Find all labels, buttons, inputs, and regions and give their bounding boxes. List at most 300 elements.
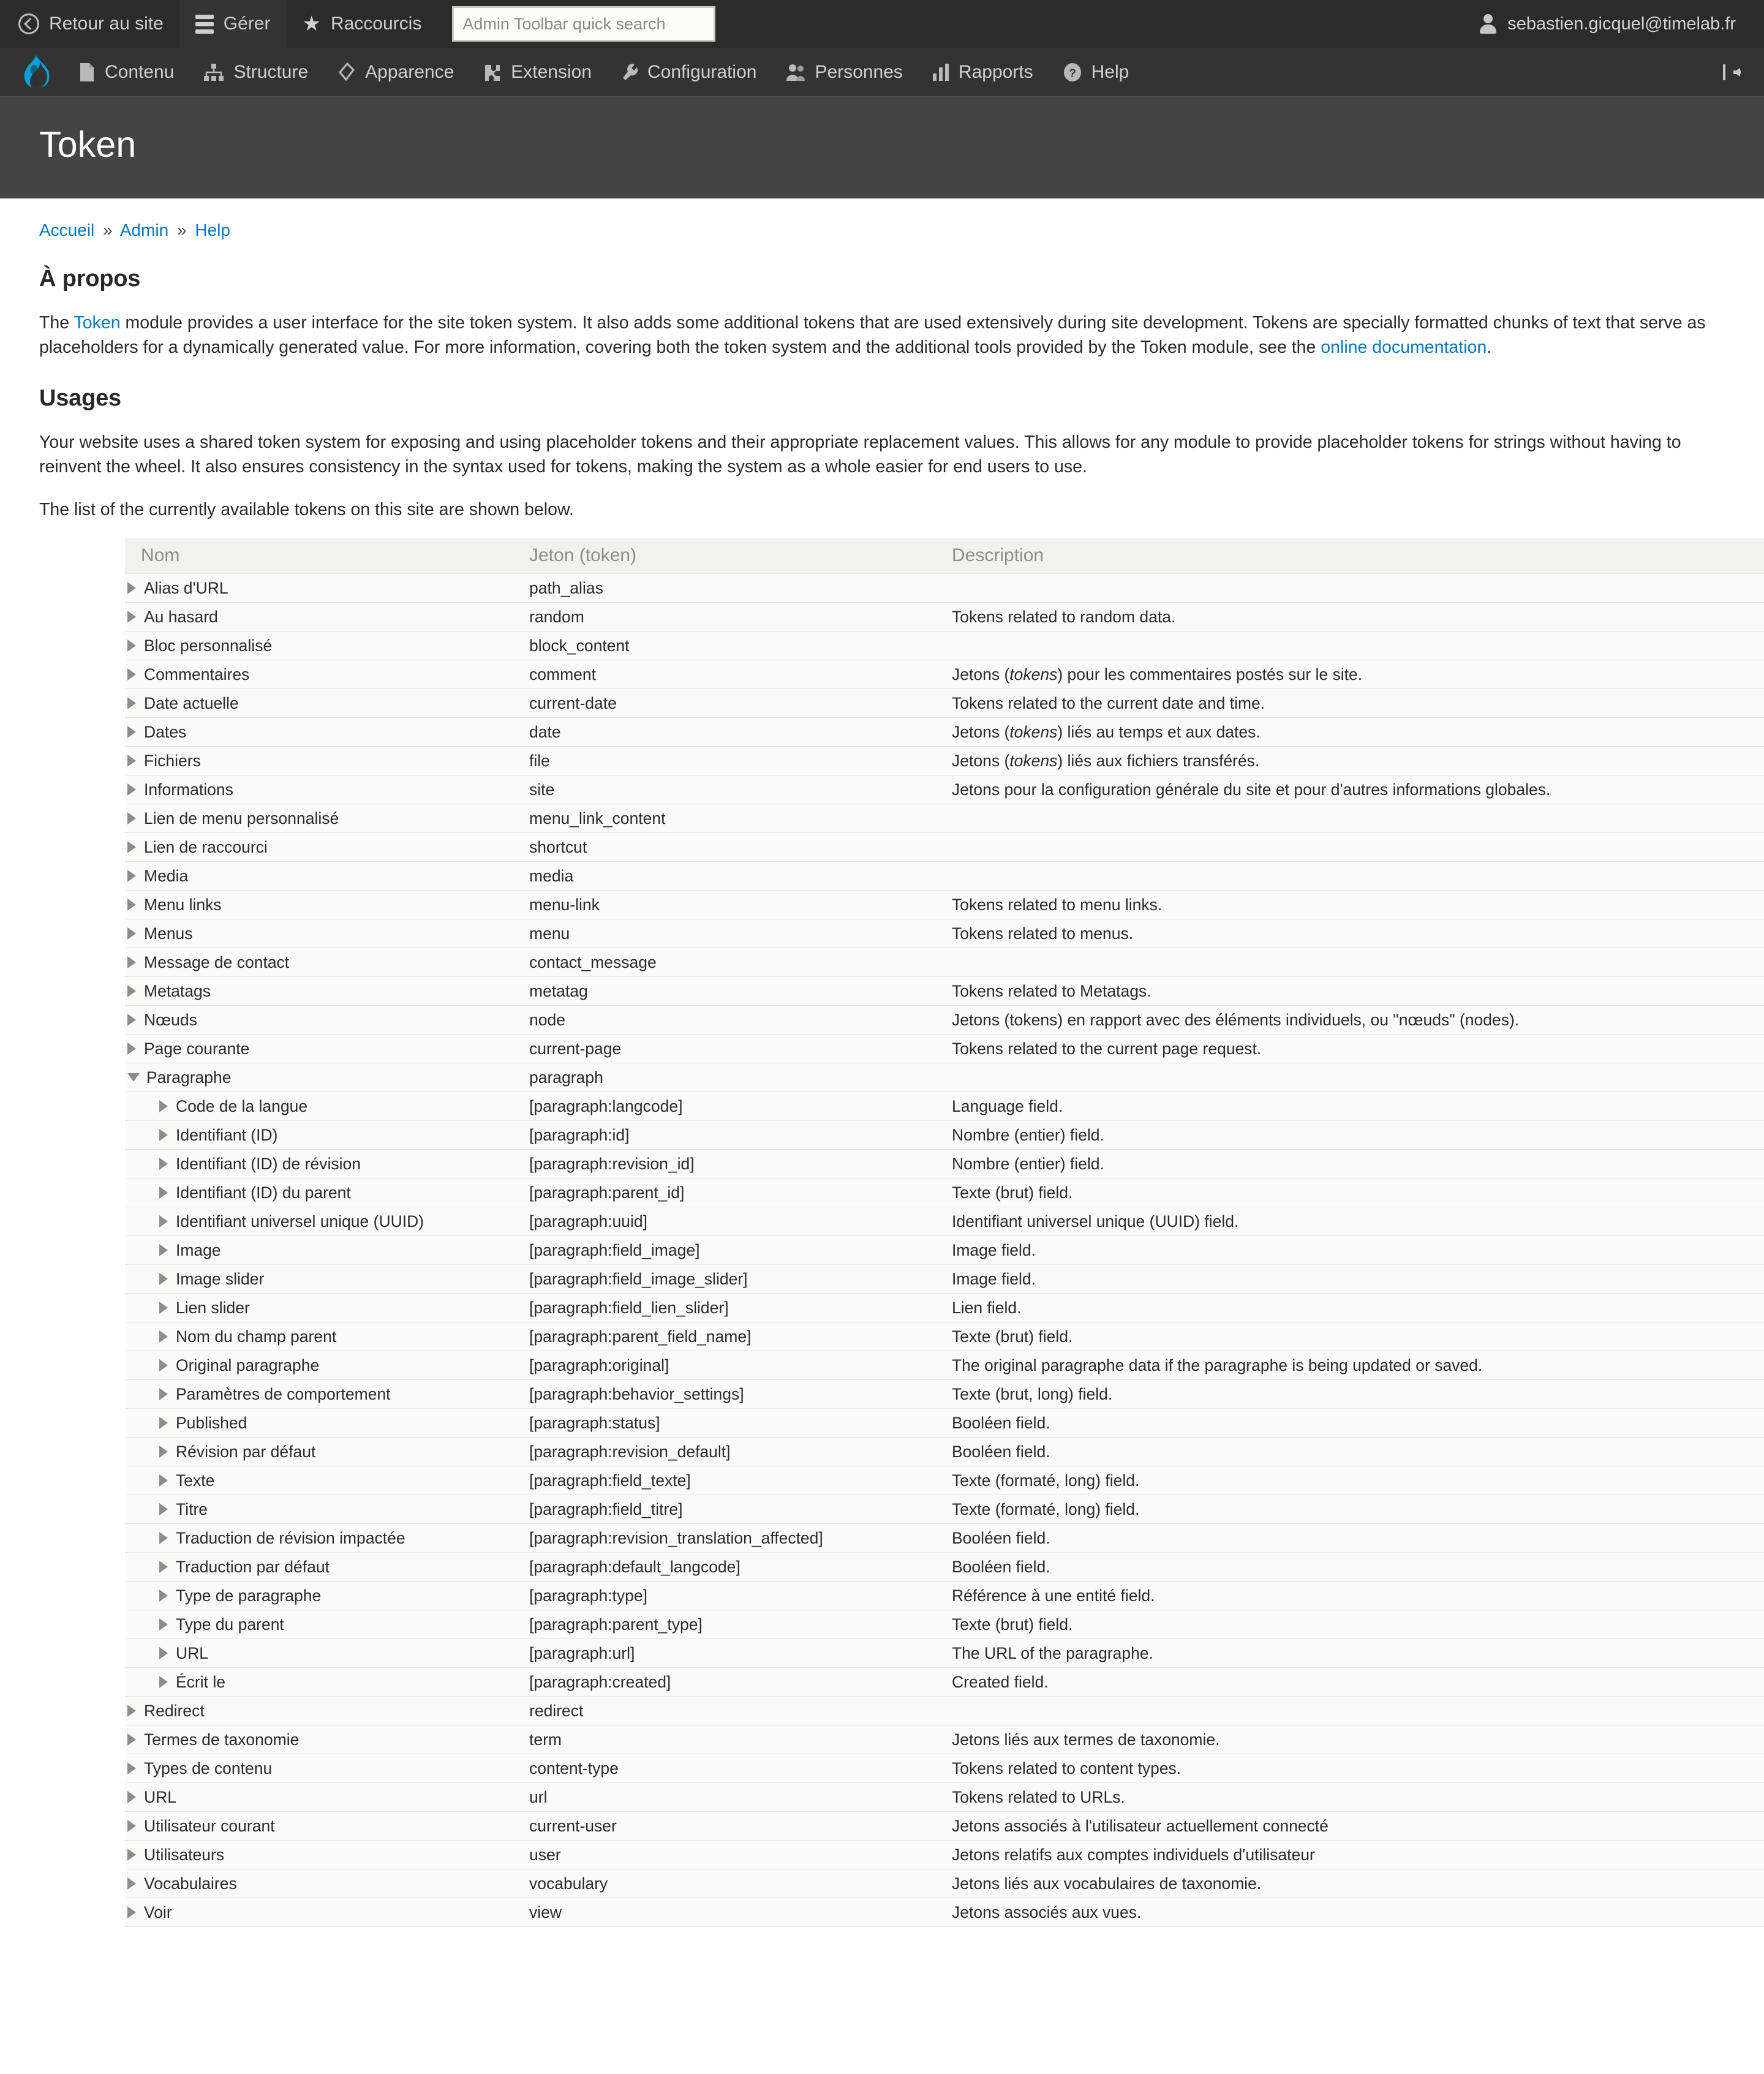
row-name-label: Traduction par défaut <box>176 1558 330 1576</box>
cell-description: Booléen field. <box>952 1409 1764 1438</box>
chevron-right-icon[interactable] <box>159 1676 168 1688</box>
table-row[interactable] <box>125 1610 1764 1639</box>
row-name-label: Utilisateurs <box>144 1846 225 1864</box>
chevron-right-icon[interactable] <box>127 870 136 882</box>
cell-description: Language field. <box>952 1092 1764 1121</box>
table-row[interactable] <box>125 1006 1764 1035</box>
row-name-label: Paragraphe <box>146 1068 232 1087</box>
chevron-right-icon[interactable] <box>127 755 136 767</box>
breadcrumb-separator: » <box>103 221 113 239</box>
cell-name <box>125 1812 529 1841</box>
row-name-label: Date actuelle <box>144 694 239 712</box>
cell-description <box>952 948 1764 977</box>
manage-label: Gérer <box>223 13 271 34</box>
row-name-label: Identifiant (ID) du parent <box>176 1183 351 1202</box>
table-row[interactable] <box>125 1294 1764 1322</box>
cell-description: Jetons relatifs aux comptes individuels d'utilisateur <box>952 1841 1764 1869</box>
table-row[interactable] <box>125 1841 1764 1869</box>
chevron-right-icon[interactable] <box>127 1043 136 1055</box>
cell-token: date <box>529 718 952 747</box>
table-row[interactable] <box>125 1869 1764 1898</box>
row-name-label: Fichiers <box>144 752 201 770</box>
cell-name <box>125 1841 529 1869</box>
row-name-label: Dates <box>144 723 187 741</box>
token-table-body <box>125 574 1764 1927</box>
row-name-label: Titre <box>176 1500 208 1518</box>
table-row[interactable] <box>125 1898 1764 1927</box>
cell-token: [paragraph:revision_default] <box>529 1438 952 1466</box>
cell-description: Texte (brut) field. <box>952 1322 1764 1351</box>
table-row[interactable] <box>125 574 1764 603</box>
chevron-right-icon[interactable] <box>159 1302 168 1314</box>
table-row[interactable] <box>125 919 1764 948</box>
cell-name <box>125 1610 529 1639</box>
chevron-right-icon[interactable] <box>127 639 136 652</box>
row-name-label: Image <box>176 1241 221 1259</box>
cell-description: Tokens related to random data. <box>952 603 1764 632</box>
cell-description: Référence à une entité field. <box>952 1582 1764 1610</box>
online-documentation-link[interactable]: online documentation <box>1321 337 1487 357</box>
cell-name <box>125 1495 529 1524</box>
table-row[interactable] <box>125 1409 1764 1438</box>
column-header-token: Jeton (token) <box>529 538 952 574</box>
row-name-label: Informations <box>144 780 233 799</box>
cell-name <box>125 1121 529 1150</box>
cell-name <box>125 689 529 718</box>
chevron-right-icon[interactable] <box>127 1877 136 1890</box>
people-icon <box>786 62 805 82</box>
table-row[interactable] <box>125 1265 1764 1294</box>
cell-description: Texte (formaté, long) field. <box>952 1466 1764 1495</box>
cell-name <box>125 948 529 977</box>
chevron-right-icon[interactable] <box>127 1906 136 1918</box>
table-row[interactable] <box>125 1035 1764 1063</box>
reports-icon <box>932 62 949 82</box>
table-row[interactable] <box>125 1092 1764 1121</box>
chevron-right-icon[interactable] <box>127 1791 136 1803</box>
cell-description: Tokens related to menus. <box>952 919 1764 948</box>
row-name-label: Vocabulaires <box>144 1874 237 1893</box>
row-name-label: Utilisateur courant <box>144 1817 275 1835</box>
table-row[interactable] <box>125 1725 1764 1754</box>
cell-name <box>125 660 529 689</box>
cell-token: [paragraph:type] <box>529 1582 952 1610</box>
table-row[interactable] <box>125 948 1764 977</box>
chevron-right-icon[interactable] <box>127 899 136 911</box>
cell-name <box>125 1006 529 1035</box>
star-icon: ★ <box>302 12 321 36</box>
cell-name <box>125 1438 529 1466</box>
quick-search-container <box>437 0 715 48</box>
chevron-right-icon[interactable] <box>127 1705 136 1717</box>
cell-token: menu <box>529 919 952 948</box>
chevron-right-icon[interactable] <box>127 726 136 738</box>
chevron-down-icon[interactable] <box>127 1073 140 1082</box>
table-row[interactable] <box>125 1121 1764 1150</box>
chevron-right-icon[interactable] <box>159 1618 168 1631</box>
table-row[interactable] <box>125 660 1764 689</box>
cell-description: Jetons associés aux vues. <box>952 1898 1764 1927</box>
cell-token: vocabulary <box>529 1869 952 1898</box>
cell-token: [paragraph:field_titre] <box>529 1495 952 1524</box>
cell-description: Jetons associés à l'utilisateur actuellement connecté <box>952 1812 1764 1841</box>
row-name-label: Type de paragraphe <box>176 1586 322 1605</box>
chevron-right-icon[interactable] <box>159 1100 168 1112</box>
cell-name <box>125 1725 529 1754</box>
cell-description: The original paragraphe data if the paragraphe is being updated or saved. <box>952 1351 1764 1380</box>
cell-description: Tokens related to the current date and time. <box>952 689 1764 718</box>
token-table <box>125 538 1764 1927</box>
cell-name <box>125 1783 529 1812</box>
cell-token: [paragraph:original] <box>529 1351 952 1380</box>
chevron-right-icon[interactable] <box>127 1849 136 1861</box>
chevron-right-icon[interactable] <box>159 1244 168 1256</box>
about-text-b: module provides a user interface for the site token system. It also adds some additional tokens that are used extensively during site development. Tokens are specially formatted chunks of text that serve as placeholders for a dynamically generated value. For more information, covering both the token system and the additional tools provided by the Token module, see the <box>39 313 1706 357</box>
menu-item-configuration[interactable] <box>606 62 771 83</box>
row-name-label: Paramètres de comportement <box>176 1385 391 1403</box>
row-name-label: Lien slider <box>176 1299 250 1317</box>
row-name-label: Original paragraphe <box>176 1356 320 1374</box>
cell-name <box>125 862 529 891</box>
cell-name <box>125 1236 529 1265</box>
cell-description: Jetons liés aux termes de taxonomie. <box>952 1725 1764 1754</box>
table-row[interactable] <box>125 1150 1764 1178</box>
table-row[interactable] <box>125 891 1764 919</box>
cell-token: [paragraph:parent_type] <box>529 1610 952 1639</box>
cell-token: contact_message <box>529 948 952 977</box>
cell-token: [paragraph:revision_id] <box>529 1150 952 1178</box>
table-row[interactable] <box>125 1812 1764 1841</box>
cell-token: [paragraph:parent_id] <box>529 1178 952 1207</box>
chevron-right-icon[interactable] <box>127 697 136 709</box>
chevron-right-icon[interactable] <box>159 1446 168 1458</box>
table-row[interactable] <box>125 1668 1764 1697</box>
row-name-label: Image slider <box>176 1270 265 1288</box>
cell-description: Jetons (tokens) pour les commentaires postés sur le site. <box>952 660 1764 689</box>
table-header-row <box>125 538 1764 574</box>
breadcrumb-separator: » <box>177 221 187 239</box>
table-row[interactable] <box>125 689 1764 718</box>
table-row[interactable] <box>125 1063 1764 1092</box>
chevron-right-icon[interactable] <box>127 1762 136 1774</box>
cell-name <box>125 1553 529 1582</box>
breadcrumb-item-accueil[interactable]: Accueil <box>39 221 95 239</box>
breadcrumb <box>39 198 1725 240</box>
cell-name <box>125 1265 529 1294</box>
cell-token: redirect <box>529 1697 952 1725</box>
row-name-label: Page courante <box>144 1039 250 1058</box>
row-name-label: Au hasard <box>144 608 218 626</box>
cell-token: menu_link_content <box>529 804 952 833</box>
token-module-link[interactable]: Token <box>74 313 121 333</box>
table-row[interactable] <box>125 1553 1764 1582</box>
cell-name <box>125 1322 529 1351</box>
row-name-label: Révision par défaut <box>176 1442 316 1461</box>
table-row[interactable] <box>125 1351 1764 1380</box>
chevron-right-icon[interactable] <box>127 1733 136 1746</box>
cell-token: [paragraph:created] <box>529 1668 952 1697</box>
cell-description: Booléen field. <box>952 1524 1764 1553</box>
row-name-label: Lien de raccourci <box>144 838 268 856</box>
cell-description: Lien field. <box>952 1294 1764 1322</box>
table-row[interactable] <box>125 1783 1764 1812</box>
table-row[interactable] <box>125 1236 1764 1265</box>
breadcrumb-item-help[interactable]: Help <box>195 221 230 239</box>
cell-token: [paragraph:revision_translation_affected] <box>529 1524 952 1553</box>
row-name-label: Traduction de révision impactée <box>176 1529 405 1547</box>
table-row[interactable] <box>125 1754 1764 1783</box>
chevron-right-icon[interactable] <box>127 582 136 594</box>
cell-token: block_content <box>529 632 952 660</box>
cell-token: [paragraph:field_texte] <box>529 1466 952 1495</box>
chevron-right-icon[interactable] <box>159 1561 168 1573</box>
cell-name <box>125 574 529 603</box>
cell-name <box>125 919 529 948</box>
menu-item-help[interactable] <box>1048 62 1144 83</box>
menu-item-personnes[interactable] <box>771 62 917 83</box>
page-title-band <box>0 97 1764 198</box>
search-input[interactable] <box>452 6 715 42</box>
cell-token: comment <box>529 660 952 689</box>
cell-description: Texte (brut, long) field. <box>952 1380 1764 1409</box>
user-account-menu[interactable] <box>1480 0 1764 48</box>
chevron-right-icon[interactable] <box>159 1330 168 1343</box>
table-row[interactable] <box>125 862 1764 891</box>
usages-paragraph-1: Your website uses a shared token system for exposing and using placeholder tokens and their appropriate replacement values. This allows for any module to provide placeholder tokens for strings without having to reinvent the wheel. It also ensures consistency in the syntax used for tokens, making the system as a whole easier for end users to use. <box>39 432 1681 477</box>
cell-name <box>125 632 529 660</box>
cell-description <box>952 1697 1764 1725</box>
table-row[interactable] <box>125 1322 1764 1351</box>
cell-token: current-date <box>529 689 952 718</box>
row-name-label: Termes de taxonomie <box>144 1730 300 1749</box>
cell-name <box>125 775 529 804</box>
table-row[interactable] <box>125 1697 1764 1725</box>
cell-token: [paragraph:url] <box>529 1639 952 1668</box>
cell-description <box>952 574 1764 603</box>
cell-description: Tokens related to menu links. <box>952 891 1764 919</box>
menu-item-label: Configuration <box>647 61 757 82</box>
chevron-right-icon[interactable] <box>159 1359 168 1371</box>
cell-token: metatag <box>529 977 952 1006</box>
chevron-right-icon[interactable] <box>127 812 136 824</box>
chevron-right-icon[interactable] <box>159 1273 168 1285</box>
chevron-right-icon[interactable] <box>127 668 136 681</box>
chevron-right-icon[interactable] <box>159 1417 168 1429</box>
cell-name <box>125 1035 529 1063</box>
chevron-right-icon[interactable] <box>159 1503 168 1515</box>
menu-item-label: Contenu <box>105 61 175 82</box>
chevron-right-icon[interactable] <box>159 1158 168 1170</box>
cell-name <box>125 1063 529 1092</box>
chevron-right-icon[interactable] <box>127 1820 136 1832</box>
table-row[interactable] <box>125 1466 1764 1495</box>
chevron-right-icon[interactable] <box>159 1532 168 1544</box>
table-row[interactable] <box>125 1380 1764 1409</box>
menu-item-label: Help <box>1091 61 1129 82</box>
chevron-right-icon[interactable] <box>159 1186 168 1199</box>
chevron-right-icon[interactable] <box>159 1474 168 1487</box>
cell-name <box>125 1582 529 1610</box>
user-email-label: sebastien.gicquel@timelab.fr <box>1507 13 1736 34</box>
cell-name <box>125 1898 529 1927</box>
cell-token: [paragraph:id] <box>529 1121 952 1150</box>
row-name-label: URL <box>176 1644 209 1662</box>
cell-description: Booléen field. <box>952 1438 1764 1466</box>
table-row[interactable] <box>125 1524 1764 1553</box>
cell-name <box>125 1092 529 1121</box>
row-name-label: Écrit le <box>176 1673 225 1691</box>
cell-description: Jetons (tokens) liés au temps et aux dates. <box>952 718 1764 747</box>
cell-name <box>125 718 529 747</box>
row-name-label: Menu links <box>144 896 222 914</box>
row-name-label: Lien de menu personnalisé <box>144 809 339 828</box>
row-name-label: Texte <box>176 1471 215 1490</box>
cell-description: Nombre (entier) field. <box>952 1121 1764 1150</box>
chevron-right-icon[interactable] <box>127 927 136 940</box>
table-row[interactable] <box>125 718 1764 747</box>
cell-name <box>125 804 529 833</box>
table-row[interactable] <box>125 632 1764 660</box>
chevron-right-icon[interactable] <box>127 611 136 623</box>
collapse-icon <box>1721 62 1742 83</box>
menu-item-structure[interactable] <box>189 62 323 83</box>
table-row[interactable] <box>125 747 1764 775</box>
cell-name <box>125 1466 529 1495</box>
chevron-right-icon[interactable] <box>159 1647 168 1659</box>
column-header-name: Nom <box>125 538 529 574</box>
cell-name <box>125 1294 529 1322</box>
cell-description: The URL of the paragraphe. <box>952 1639 1764 1668</box>
table-row[interactable] <box>125 1438 1764 1466</box>
cell-name <box>125 1869 529 1898</box>
cell-name <box>125 977 529 1006</box>
table-row[interactable] <box>125 804 1764 833</box>
cell-description: Jetons (tokens) liés aux fichiers transférés. <box>952 747 1764 775</box>
cell-token: [paragraph:status] <box>529 1409 952 1438</box>
chevron-right-icon[interactable] <box>159 1215 168 1227</box>
chevron-right-icon[interactable] <box>127 1014 136 1026</box>
cell-token: [paragraph:field_lien_slider] <box>529 1294 952 1322</box>
breadcrumb-item-admin[interactable]: Admin <box>119 221 169 239</box>
table-row[interactable] <box>125 1495 1764 1524</box>
manage-tab[interactable] <box>179 0 287 48</box>
menu-item-apparence[interactable] <box>323 62 469 83</box>
chevron-right-icon[interactable] <box>127 956 136 968</box>
cell-token: paragraph <box>529 1063 952 1092</box>
row-name-label: Nom du champ parent <box>176 1327 337 1346</box>
cell-token: view <box>529 1898 952 1927</box>
back-to-site-button[interactable] <box>0 0 179 48</box>
cell-token: [paragraph:parent_field_name] <box>529 1322 952 1351</box>
cell-description: Nombre (entier) field. <box>952 1150 1764 1178</box>
about-text-c: . <box>1487 337 1492 357</box>
cell-name <box>125 747 529 775</box>
help-icon <box>1063 62 1082 82</box>
extend-icon <box>483 62 502 82</box>
table-row[interactable] <box>125 833 1764 862</box>
cell-token: [paragraph:field_image_slider] <box>529 1265 952 1294</box>
chevron-right-icon[interactable] <box>159 1589 168 1602</box>
chevron-right-icon[interactable] <box>127 841 136 853</box>
row-name-label: Code de la langue <box>176 1097 308 1115</box>
drupal-logo-icon[interactable] <box>22 55 50 90</box>
row-name-label: Types de contenu <box>144 1759 273 1778</box>
row-name-label: Nœuds <box>144 1011 197 1029</box>
shortcuts-tab[interactable] <box>286 0 437 48</box>
cell-name <box>125 1639 529 1668</box>
menu-item-label: Structure <box>233 61 309 82</box>
cell-token: [paragraph:field_image] <box>529 1236 952 1265</box>
table-row[interactable] <box>125 775 1764 804</box>
cell-description <box>952 862 1764 891</box>
menu-item-contenu[interactable] <box>64 62 189 83</box>
emphasis-text: tokens <box>1009 665 1058 684</box>
cell-description <box>952 804 1764 833</box>
cell-name <box>125 1150 529 1178</box>
content-icon <box>78 62 96 82</box>
cell-name <box>125 833 529 862</box>
cell-name <box>125 1668 529 1697</box>
table-row[interactable] <box>125 977 1764 1006</box>
chevron-right-icon[interactable] <box>159 1129 168 1141</box>
admin-toolbar <box>0 0 1764 48</box>
cell-name <box>125 1380 529 1409</box>
cell-token: content-type <box>529 1754 952 1783</box>
row-name-label: Published <box>176 1414 247 1432</box>
row-name-label: Type du parent <box>176 1615 284 1634</box>
cell-description: Image field. <box>952 1236 1764 1265</box>
cell-token: term <box>529 1725 952 1754</box>
cell-token: [paragraph:behavior_settings] <box>529 1380 952 1409</box>
menu-item-rapports[interactable] <box>918 62 1048 83</box>
cell-description: Jetons pour la configuration générale du site et pour d'autres informations globales. <box>952 775 1764 804</box>
usages-paragraph-2: The list of the currently available tokens on this site are shown below. <box>39 500 574 519</box>
cell-description <box>952 833 1764 862</box>
toolbar-collapse-button[interactable] <box>1721 62 1742 83</box>
cell-token: [paragraph:langcode] <box>529 1092 952 1121</box>
about-text-a: The <box>39 313 74 333</box>
cell-description: Jetons liés aux vocabulaires de taxonomie. <box>952 1869 1764 1898</box>
cell-token: node <box>529 1006 952 1035</box>
chevron-right-icon[interactable] <box>127 985 136 997</box>
row-name-label: Commentaires <box>144 665 250 684</box>
shortcuts-label: Raccourcis <box>330 13 422 34</box>
table-row[interactable] <box>125 1207 1764 1236</box>
cell-description: Texte (brut) field. <box>952 1178 1764 1207</box>
cell-description: Booléen field. <box>952 1553 1764 1582</box>
chevron-right-icon[interactable] <box>127 783 136 796</box>
cell-name <box>125 1697 529 1725</box>
table-row[interactable] <box>125 1178 1764 1207</box>
table-row[interactable] <box>125 1639 1764 1668</box>
menu-item-extension[interactable] <box>469 62 606 83</box>
row-name-label: Voir <box>144 1903 172 1921</box>
cell-description: Tokens related to the current page request. <box>952 1035 1764 1063</box>
cell-name <box>125 891 529 919</box>
user-icon <box>1480 14 1496 34</box>
chevron-right-icon[interactable] <box>159 1388 168 1400</box>
cell-name <box>125 1178 529 1207</box>
cell-token: [paragraph:uuid] <box>529 1207 952 1236</box>
table-row[interactable] <box>125 603 1764 632</box>
cell-description: Tokens related to URLs. <box>952 1783 1764 1812</box>
row-name-label: Alias d'URL <box>144 579 228 597</box>
main-content <box>0 198 1764 2074</box>
table-row[interactable] <box>125 1582 1764 1610</box>
cell-token: current-page <box>529 1035 952 1063</box>
row-name-label: Redirect <box>144 1702 205 1720</box>
back-to-site-label: Retour au site <box>49 13 164 34</box>
